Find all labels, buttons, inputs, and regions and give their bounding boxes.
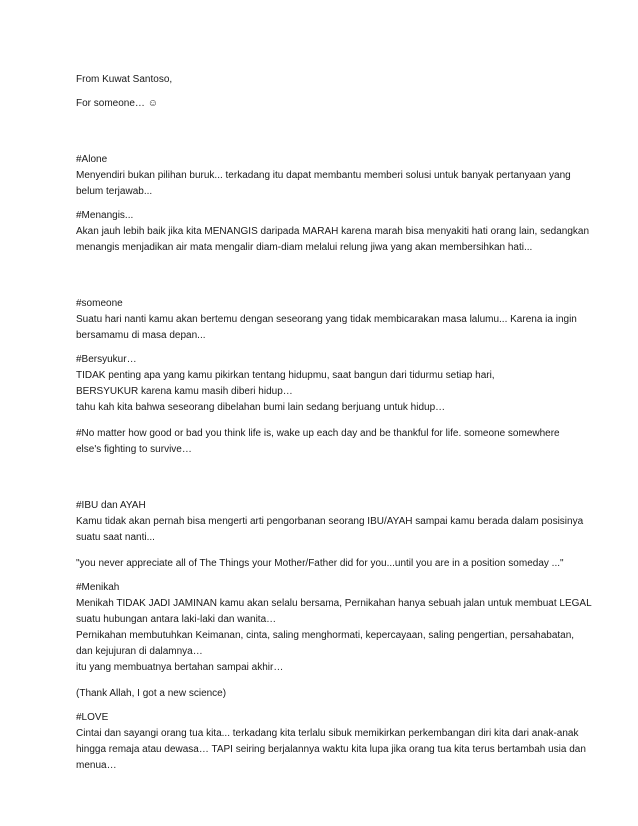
section-tag: #someone xyxy=(76,298,123,309)
section-line: menua… xyxy=(76,760,117,771)
section-tag: #IBU dan AYAH xyxy=(76,500,146,511)
section-someone xyxy=(76,296,577,344)
section-line: else's fighting to survive… xyxy=(76,444,192,455)
section-line: Suatu hari nanti kamu akan bertemu dengan seseorang yang tidak membicarakan masa lalumu... Karena ia ingin xyxy=(76,314,577,325)
section-tag: #Bersyukur… xyxy=(76,354,137,365)
section-line: Menyendiri bukan pilihan buruk... terkadang itu dapat membantu memberi solusi untuk banyak pertanyaan yang xyxy=(76,170,571,181)
section-line: "you never appreciate all of The Things your Mother/Father did for you...until you are in a position someday ..." xyxy=(76,558,564,569)
section-line: TIDAK penting apa yang kamu pikirkan tentang hidupmu, saat bangun dari tidurmu setiap hari, xyxy=(76,370,495,381)
for-line: For someone… ☺ xyxy=(76,98,158,109)
section-line: #No matter how good or bad you think life is, wake up each day and be thankful for life. someone somewhere xyxy=(76,428,560,439)
section-line: BERSYUKUR karena kamu masih diberi hidup… xyxy=(76,386,293,397)
section-alone xyxy=(76,152,571,200)
section-menikah xyxy=(76,580,592,676)
section-ibu-ayah xyxy=(76,498,584,546)
section-line: belum terjawab... xyxy=(76,186,153,197)
section-love xyxy=(76,710,586,774)
section-line: menangis menjadikan air mata mengalir diam-diam melalui relung jiwa yang akan membersihkan hati... xyxy=(76,242,533,253)
section-appreciate xyxy=(76,556,566,572)
section-tag: #Alone xyxy=(76,154,108,165)
section-line: Akan jauh lebih baik jika kita MENANGIS daripada MARAH karena marah bisa menyakiti hati orang lain, sedangkan xyxy=(76,226,590,237)
section-tag: #LOVE xyxy=(76,712,109,723)
section-line: suatu saat nanti... xyxy=(76,532,155,543)
document-body xyxy=(76,72,592,774)
header-block xyxy=(76,72,566,88)
section-menangis xyxy=(76,208,590,256)
section-line: Cintai dan sayangi orang tua kita... terkadang kita terlalu sibuk memikirkan perkembangan diri kita dari anak-anak xyxy=(76,728,579,739)
section-line: dan kejujuran di dalamnya… xyxy=(76,646,203,657)
section-line: (Thank Allah, I got a new science) xyxy=(76,688,227,699)
section-line: itu yang membuatnya bertahan sampai akhir… xyxy=(76,662,284,673)
section-line: bersamamu di masa depan... xyxy=(76,330,206,341)
section-bersyukur xyxy=(76,352,566,416)
section-thank xyxy=(76,686,566,702)
section-line: Menikah TIDAK JADI JAMINAN kamu akan selalu bersama, Pernikahan hanya sebuah jalan untuk membuat LEGAL xyxy=(76,598,592,609)
section-line: suatu hubungan antara laki-laki dan wanita… xyxy=(76,614,277,625)
section-line: Pernikahan membutuhkan Keimanan, cinta, saling menghormati, kepercayaan, saling pengertian, persahabatan, xyxy=(76,630,575,641)
section-no-matter xyxy=(76,426,566,458)
section-tag: #Menangis... xyxy=(76,210,134,221)
section-line: hingga remaja atau dewasa… TAPI seiring berjalannya waktu kita lupa jika orang tua kita terus bertambah usia dan xyxy=(76,744,586,755)
for-block xyxy=(76,96,566,112)
section-line: tahu kah kita bahwa seseorang dibelahan bumi lain sedang berjuang untuk hidup… xyxy=(76,402,446,413)
section-line: Kamu tidak akan pernah bisa mengerti arti pengorbanan seorang IBU/AYAH sampai kamu berada dalam posisinya xyxy=(76,516,584,527)
section-tag: #Menikah xyxy=(76,582,120,593)
from-line: From Kuwat Santoso, xyxy=(76,74,173,85)
